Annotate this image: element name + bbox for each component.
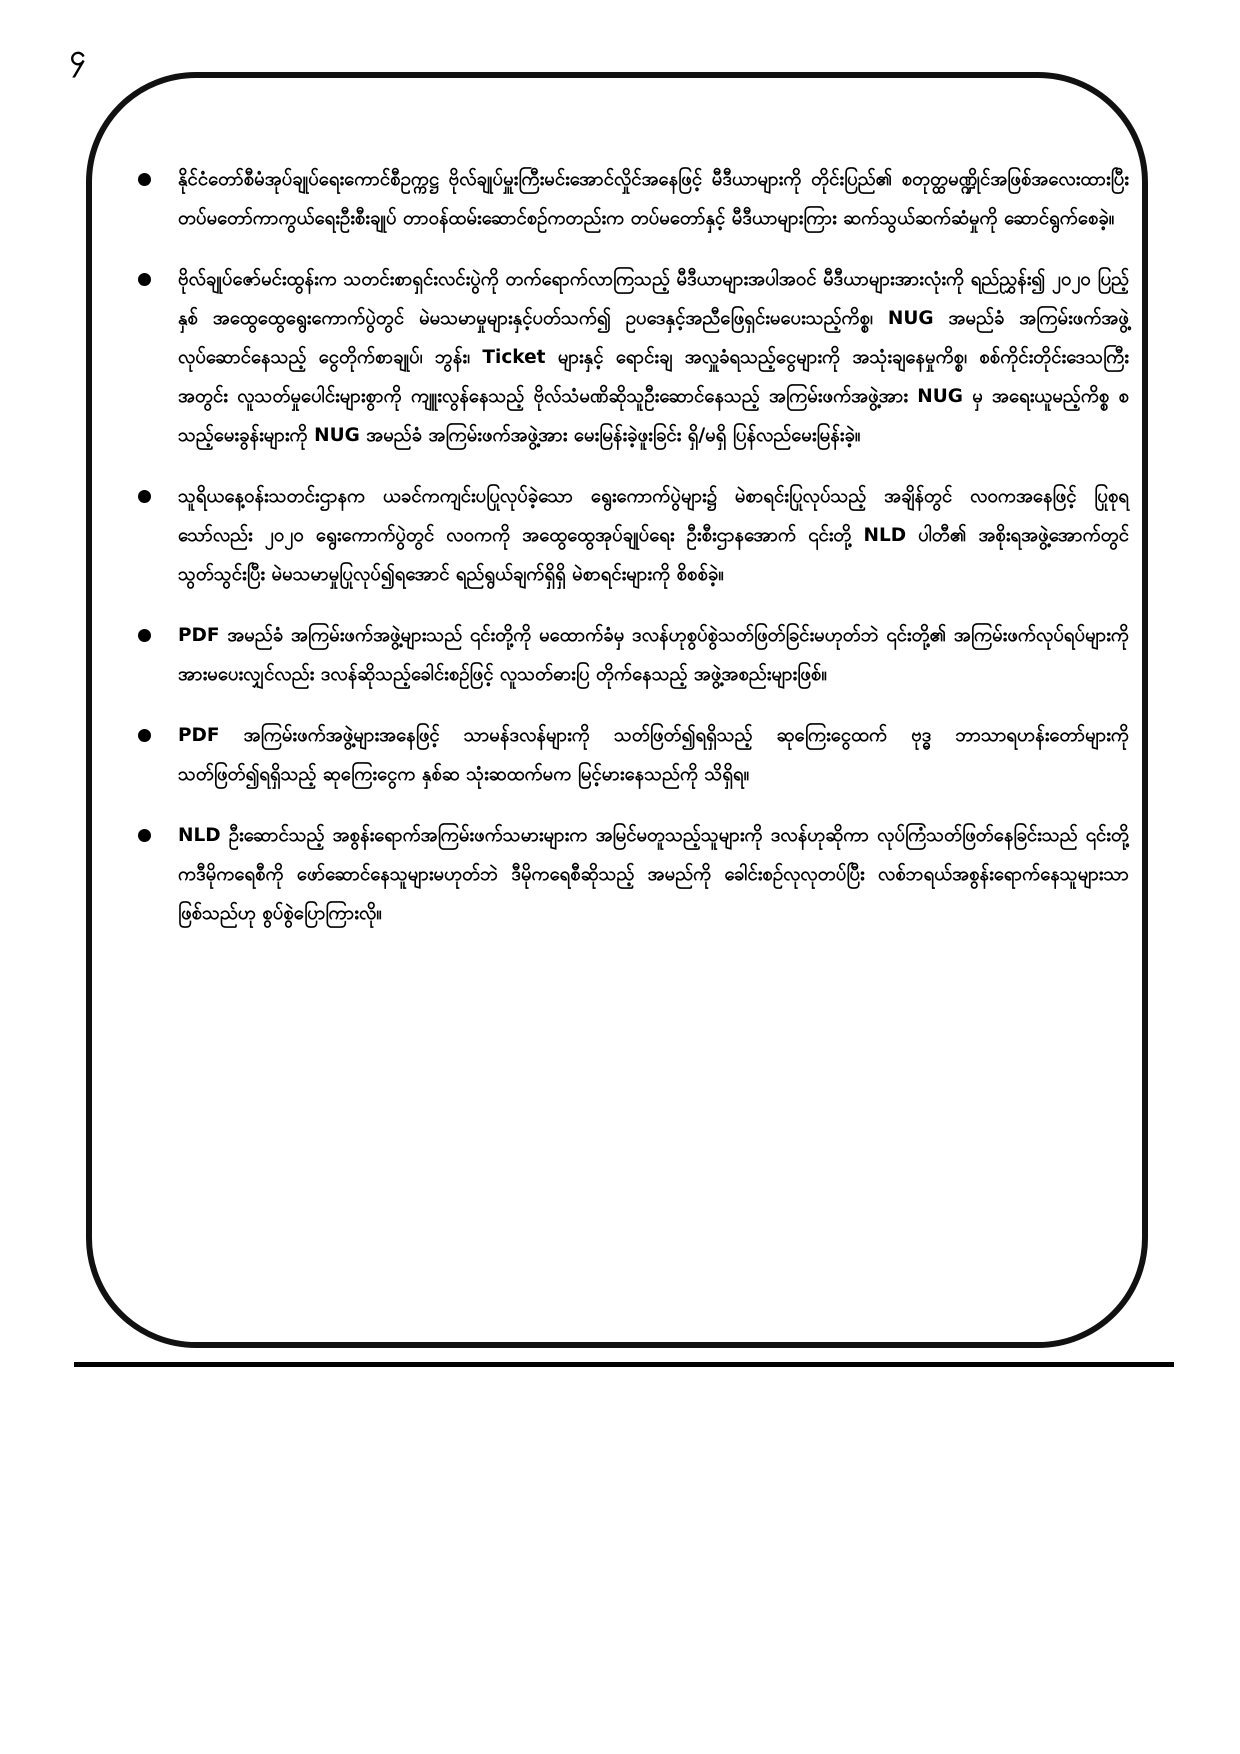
bullet-dot-icon (138, 273, 151, 286)
bullet-item-3 (134, 477, 1129, 594)
bullet-dot-icon (138, 729, 151, 742)
bottom-rule-divider (74, 1362, 1174, 1367)
bullet-text: PDF အကြမ်းဖက်အဖွဲ့များအနေဖြင့် သာမန်ဒလန်များကို သတ်ဖြတ်၍ရရှိသည့် ဆုကြေးငွေထက် ဗုဒ္ဓ ဘာသာရဟန်းတော်များကို သတ်ဖြတ်၍ရရှိသည့် ဆုကြေးငွေက နှစ်ဆ သုံးဆထက်မက မြင့်မားနေသည်ကို သိရှိရ။ (178, 725, 1129, 785)
bullet-text: PDF အမည်ခံ အကြမ်းဖက်အဖွဲ့များသည် ၎င်းတို့ကို မထောက်ခံမှ ဒလန်ဟုစွပ်စွဲသတ်ဖြတ်ခြင်းမဟုတ်ဘဲ ၎င်းတို့၏ အကြမ်းဖက်လုပ်ရပ်များကို အားမပေးလျှင်လည်း ဒလန်ဆိုသည့်ခေါင်းစဉ်ဖြင့် လူသတ်ဓားပြ တိုက်နေသည့် အဖွဲ့အစည်းများဖြစ်။ (178, 625, 1129, 685)
page-number: ၄ (70, 39, 86, 72)
bullet-text: သူရိယနေ့ဝန်းသတင်းဌာနက ယခင်ကကျင်းပပြုလုပ်ခဲ့သော ရွေးကောက်ပွဲများ၌ မဲစာရင်းပြုလုပ်သည့် အချိန်တွင် လဝကအနေဖြင့် ပြုစုရသော်လည်း ၂၀၂၀ ရွေးကောက်ပွဲတွင် လဝကကို အထွေထွေအုပ်ချုပ်ရေး ဦးစီးဌာနအောက် ၎င်းတို့ NLD ပါတီ၏ အစိုးရအဖွဲ့အောက်တွင် သွတ်သွင်းပြီး မဲမသမာမှုပြုလုပ်၍ရအောင် ရည်ရွယ်ချက်ရှိရှိ မဲစာရင်းများကို စိစစ်ခဲ့။ (178, 486, 1129, 585)
bullet-text: NLD ဦးဆောင်သည့် အစွန်းရောက်အကြမ်းဖက်သမားများက အမြင်မတူသည့်သူများကို ဒလန်ဟုဆိုကာ လုပ်ကြံသတ်ဖြတ်နေခြင်းသည် ၎င်းတို့ကဒီမိုကရေစီကို ဖော်ဆောင်နေသူများမဟုတ်ဘဲ ဒီမိုကရေစီဆိုသည့် အမည်ကို ခေါင်းစဉ်လုလုတပ်ပြီး လစ်ဘရယ်အစွန်းရောက်နေသူများသာဖြစ်သည်ဟု စွပ်စွဲပြောကြားလို။ (178, 825, 1129, 924)
bullet-item-5 (134, 716, 1129, 794)
bullet-item-2 (134, 260, 1129, 455)
bullet-item-6 (134, 816, 1129, 933)
bullet-dot-icon (138, 490, 151, 503)
bullet-text: ဗိုလ်ချုပ်ဇော်မင်းထွန်းက သတင်းစာရှင်းလင်းပွဲကို တက်ရောက်လာကြသည့် မီဒီယာများအပါအဝင် မီဒီယာများအားလုံးကို ရည်ညွှန်း၍ ၂၀၂၀ ပြည့်နှစ် အထွေထွေရွေးကောက်ပွဲတွင် မဲမသမာမှုများနှင့်ပတ်သက်၍ ဥပဒေနှင့်အညီဖြေရှင်းမပေးသည့်ကိစ္စ၊ NUG အမည်ခံ အကြမ်းဖက်အဖွဲ့လုပ်ဆောင်နေသည့် ငွေတိုက်စာချုပ်၊ ဘွန်း၊ Ticket များနှင့် ရောင်းချ အလှူခံရသည့်ငွေများကို အသုံးချနေမှုကိစ္စ၊ စစ်ကိုင်းတိုင်းဒေသကြီးအတွင်း လူသတ်မှုပေါင်းများစွာကို ကျူးလွန်နေသည့် ဗိုလ်သံမဏိဆိုသူဦးဆောင်နေသည့် အကြမ်းဖက်အဖွဲ့အား NUG မှ အရေးယူမည့်ကိစ္စ စသည့်မေးခွန်းများကို NUG အမည်ခံ အကြမ်းဖက်အဖွဲ့အား မေးမြန်းခဲ့ဖူးခြင်း ရှိ/မရှိ ပြန်လည်မေးမြန်းခဲ့။ (178, 269, 1129, 446)
bullet-text: နိုင်ငံတော်စီမံအုပ်ချုပ်ရေးကောင်စီဥက္ကဋ္ဌ ဗိုလ်ချုပ်မှူးကြီးမင်းအောင်လှိုင်အနေဖြင့် မီဒီယာများကို တိုင်းပြည်၏ စတုတ္ထမဏ္ဍိုင်အဖြစ်အလေးထားပြီး တပ်မတော်ကာကွယ်ရေးဦးစီးချုပ် တာဝန်ထမ်းဆောင်စဉ်ကတည်းက တပ်မတော်နှင့် မီဒီယာများကြား ဆက်သွယ်ဆက်ဆံမှုကို ဆောင်ရွက်စေခဲ့။ (178, 169, 1129, 229)
bullet-item-4 (134, 616, 1129, 694)
bullet-dot-icon (138, 629, 151, 642)
bullet-item-1 (134, 160, 1129, 238)
bullet-list (134, 160, 1129, 955)
bullet-dot-icon (138, 173, 151, 186)
bullet-dot-icon (138, 829, 151, 842)
